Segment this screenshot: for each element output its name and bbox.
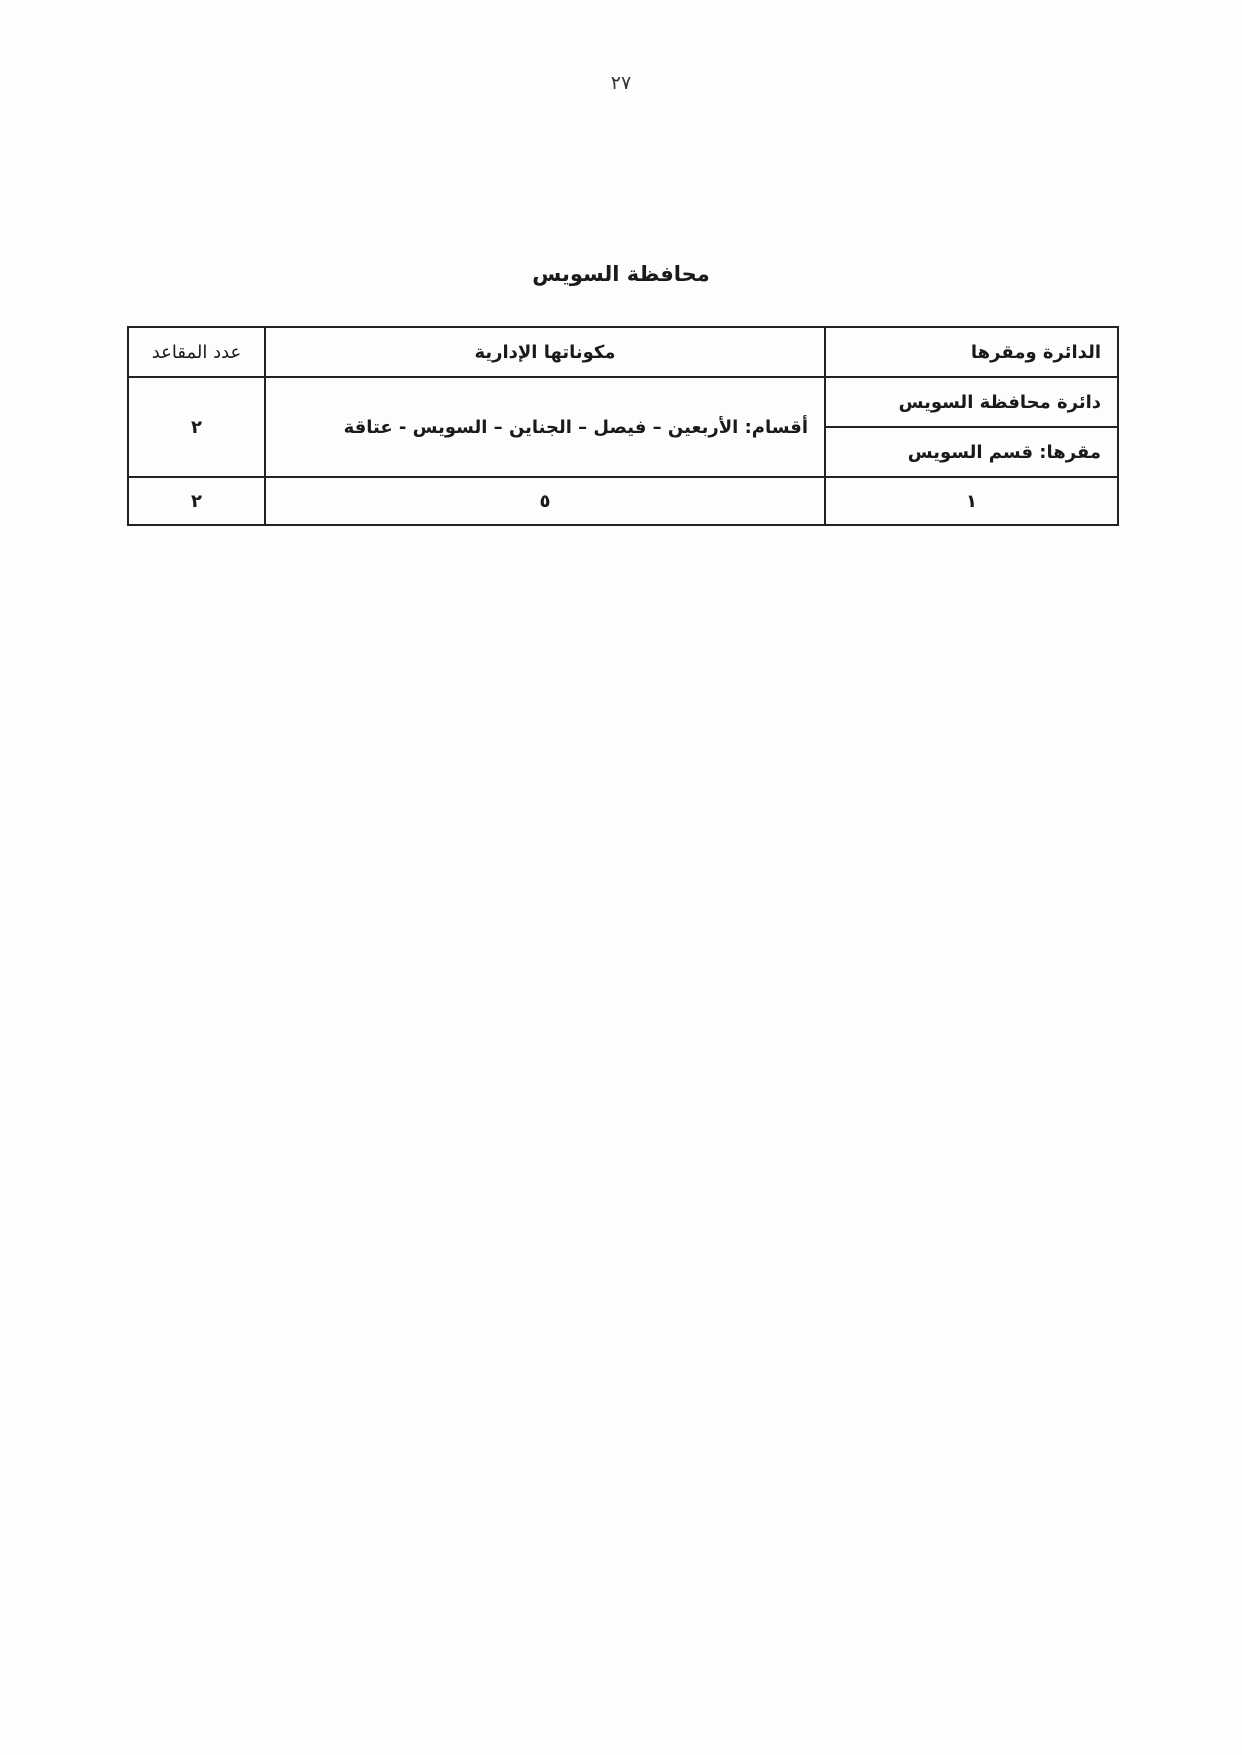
- districts-table: [127, 326, 1119, 526]
- page-number: ٢٧: [610, 72, 632, 94]
- page-title: محافظة السويس: [532, 262, 710, 286]
- district-name-cell: دائرة محافظة السويس: [825, 377, 1118, 427]
- header-district: الدائرة ومقرها: [825, 327, 1118, 377]
- total-seats-cell: ٢: [128, 477, 265, 525]
- components-cell: أقسام: الأربعين – فيصل – الجناين – السويس - عتاقة: [265, 377, 825, 477]
- table-row: [128, 377, 1118, 427]
- total-components-cell: ٥: [265, 477, 825, 525]
- table-header-row: [128, 327, 1118, 377]
- table-totals-row: [128, 477, 1118, 525]
- district-seat-cell: مقرها: قسم السويس: [825, 427, 1118, 477]
- header-components: مكوناتها الإدارية: [265, 327, 825, 377]
- total-districts-cell: ١: [825, 477, 1118, 525]
- seats-cell: ٢: [128, 377, 265, 477]
- header-seats: عدد المقاعد: [128, 327, 265, 377]
